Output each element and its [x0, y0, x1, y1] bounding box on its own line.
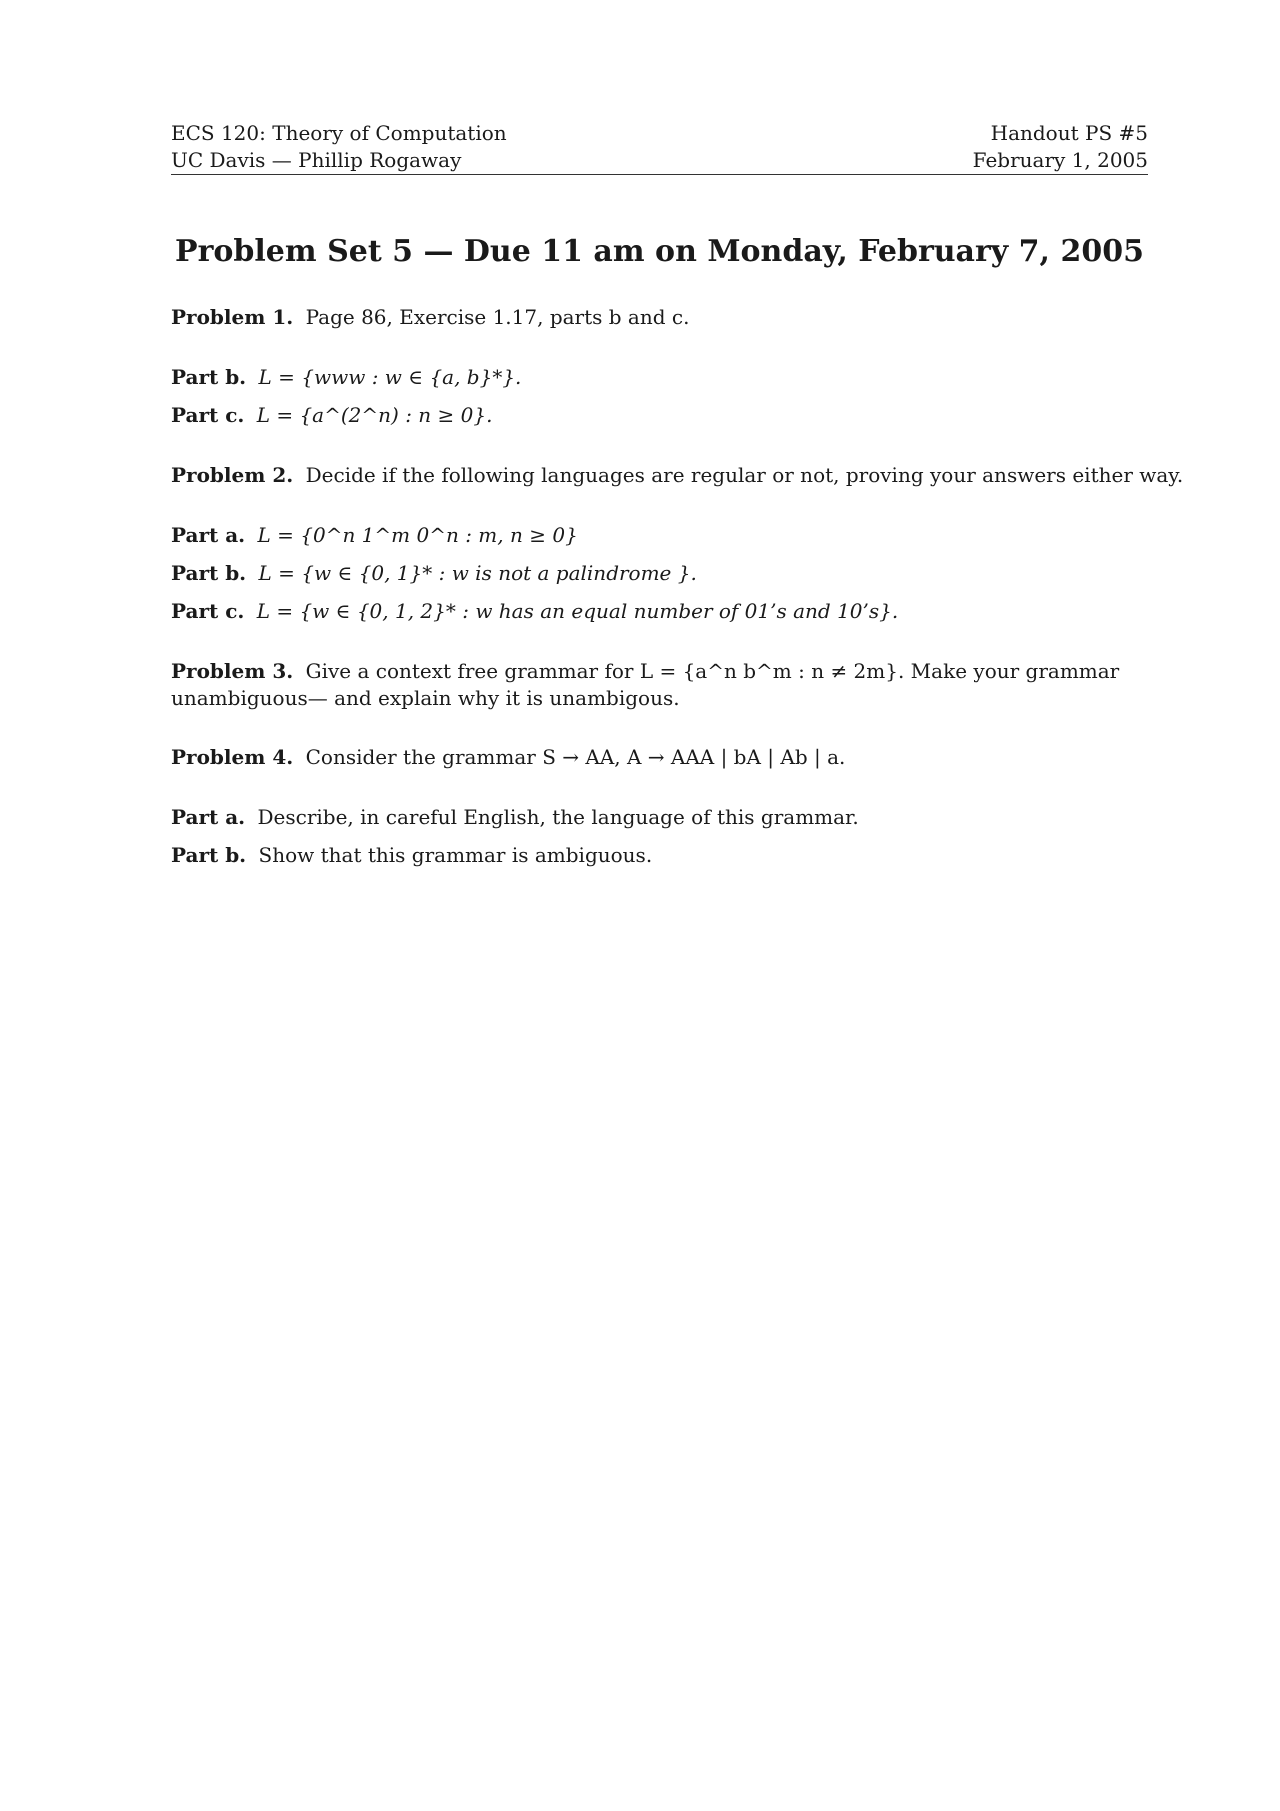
problem-1-part-b — [171, 364, 521, 391]
problem-1-label: Problem 1. — [171, 305, 294, 329]
header-rule — [171, 174, 1148, 175]
problem-2-label: Problem 2. — [171, 463, 294, 487]
part-label: Part a. — [171, 805, 246, 829]
problem-4-part-b — [171, 842, 652, 869]
part-formula: L = {w ∈ {0, 1, 2}* : w has an equal number of 01’s and 10’s}. — [256, 599, 899, 623]
problem-2-text: Decide if the following languages are regular or not, proving your answers either way. — [305, 463, 1184, 487]
problem-2-part-c — [171, 598, 898, 625]
problem-4 — [171, 744, 845, 771]
part-label: Part b. — [171, 365, 247, 389]
part-formula: L = {0^n 1^m 0^n : m, n ≥ 0} — [257, 523, 578, 547]
handout-number: Handout PS #5 — [990, 121, 1148, 145]
problem-2-part-a — [171, 522, 578, 549]
part-formula: L = {www : w ∈ {a, b}*}. — [258, 365, 522, 389]
part-text: Describe, in careful English, the language of this grammar. — [257, 805, 859, 829]
problem-3-text: Give a context free grammar for L = {a^n b^m : n ≠ 2m}. Make your grammar unambiguous— and explain why it is unambigous. — [171, 659, 1120, 710]
part-formula: L = {w ∈ {0, 1}* : w is not a palindrome }. — [258, 561, 697, 585]
problem-2 — [171, 462, 1183, 489]
problem-1-part-c — [171, 402, 492, 429]
header-left — [171, 120, 507, 174]
problem-4-part-a — [171, 804, 859, 831]
problem-1-text: Page 86, Exercise 1.17, parts b and c. — [305, 305, 690, 329]
problem-1 — [171, 304, 689, 331]
problem-3-label: Problem 3. — [171, 659, 294, 683]
part-label: Part c. — [171, 403, 245, 427]
part-label: Part a. — [171, 523, 246, 547]
handout-date: February 1, 2005 — [972, 148, 1148, 172]
part-text: Show that this grammar is ambiguous. — [258, 843, 653, 867]
problem-4-label: Problem 4. — [171, 745, 294, 769]
header-right — [973, 120, 1148, 174]
part-formula: L = {a^(2^n) : n ≥ 0}. — [256, 403, 493, 427]
part-label: Part b. — [171, 843, 247, 867]
part-label: Part b. — [171, 561, 247, 585]
school-author: UC Davis — Phillip Rogaway — [171, 148, 462, 172]
problem-4-text: Consider the grammar S → AA, A → AAA | bA | Ab | a. — [305, 745, 846, 769]
problem-2-part-b — [171, 560, 697, 587]
problem-3 — [171, 658, 1148, 712]
course-title: ECS 120: Theory of Computation — [171, 121, 507, 145]
part-label: Part c. — [171, 599, 245, 623]
page-title: Problem Set 5 — Due 11 am on Monday, February 7, 2005 — [175, 234, 1144, 269]
